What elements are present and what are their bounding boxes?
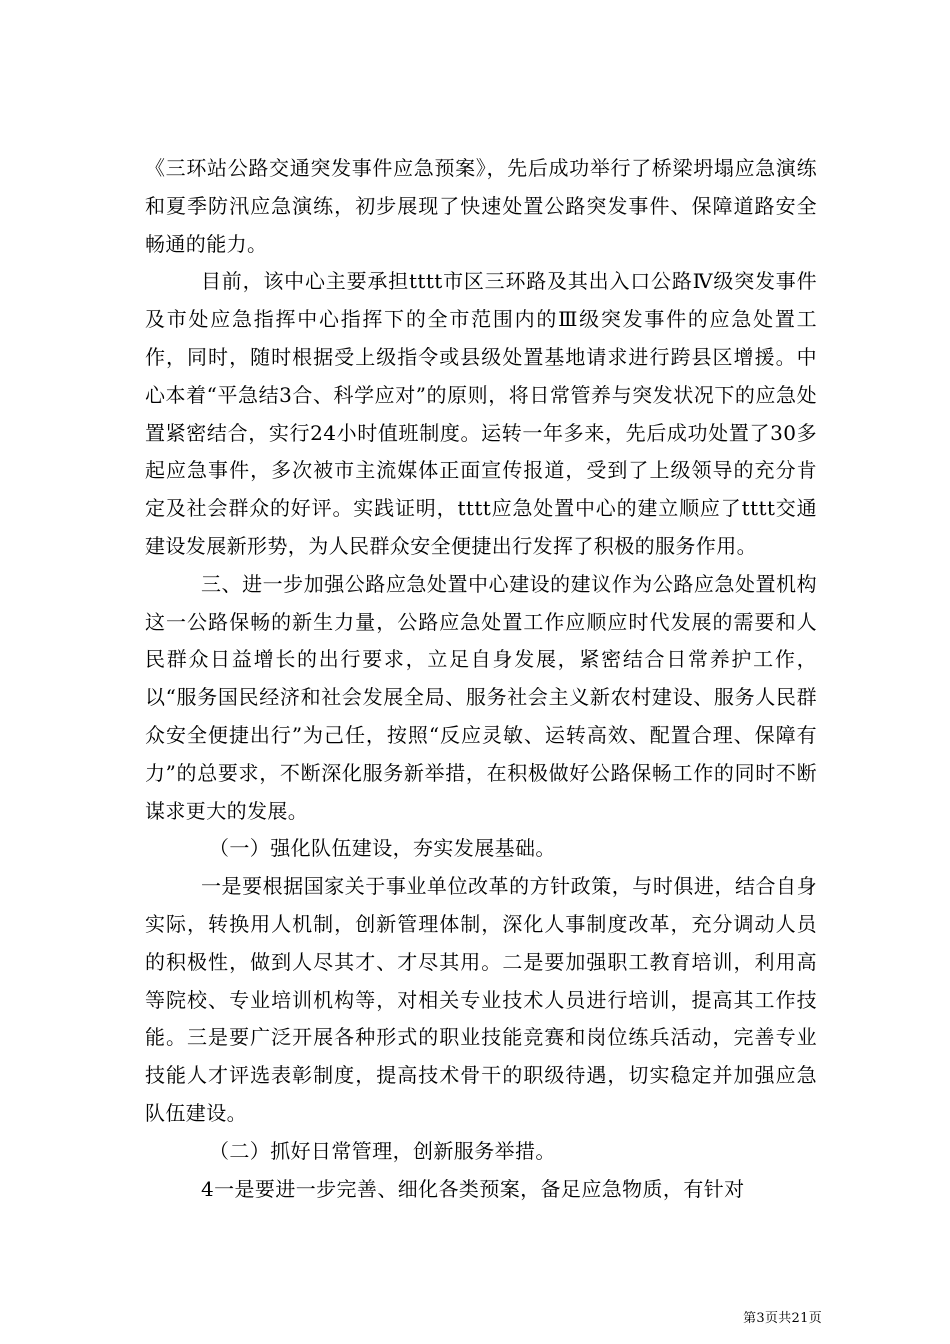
- paragraph-current-status: 目前，该中心主要承担tttt市区三环路及其出入口公路Ⅳ级突发事件及市处应急指挥中心指挥下的全市范围内的Ⅲ级突发事件的应急处置工作，同时，随时根据受上级指令或县级处置基地请求进行跨县区增援。中心本着“平急结3合、科学应对”的原则，将日常管养与突发状况下的应急处置紧密结合，实行24小时值班制度。运转一年多来，先后成功处置了30多起应急事件，多次被市主流媒体正面宣传报道，受到了上级领导的充分肯定及社会群众的好评。实践证明，tttt应急处置中心的建立顺应了tttt交通建设发展新形势，为人民群众安全便捷出行发挥了积极的服务作用。: [145, 269, 817, 558]
- paragraph-preceding-continuation: 《三环站公路交通突发事件应急预案》，先后成功举行了桥梁坍塌应急演练和夏季防汛应急演练，初步展现了快速处置公路突发事件、保障道路安全畅通的能力。: [145, 156, 817, 256]
- subheading-daily-management: （二）抓好日常管理，创新服务举措。: [209, 1138, 556, 1163]
- document-body: [145, 150, 817, 1208]
- paragraph-daily-management: 4一是要进一步完善、细化各类预案，备足应急物质，有针对: [201, 1176, 745, 1201]
- paragraph-section-three: 三、进一步加强公路应急处置中心建设的建议作为公路应急处置机构这一公路保畅的新生力量，公路应急处置工作应顺应时代发展的需要和人民群众日益增长的出行要求，立足自身发展，紧密结合日常养护工作，以“服务国民经济和社会发展全局、服务社会主义新农村建设、服务人民群众安全便捷出行”为己任，按照“反应灵敏、运转高效、配置合理、保障有力”的总要求，不断深化服务新举措，在积极做好公路保畅工作的同时不断谋求更大的发展。: [145, 571, 817, 823]
- page-number-footer: 第3页共21页: [743, 1311, 822, 1326]
- paragraph-team-building: 一是要根据国家关于事业单位改革的方针政策，与时俱进，结合自身实际，转换用人机制，创新管理体制，深化人事制度改革，充分调动人员的积极性，做到人尽其才、才尽其用。二是要加强职工教育培训，利用高等院校、专业培训机构等，对相关专业技术人员进行培训，提高其工作技能。三是要广泛开展各种形式的职业技能竞赛和岗位练兵活动，完善专业技能人才评选表彰制度，提高技术骨干的职级待遇，切实稳定并加强应急队伍建设。: [145, 874, 817, 1125]
- subheading-team-building: （一）强化队伍建设，夯实发展基础。: [209, 836, 556, 861]
